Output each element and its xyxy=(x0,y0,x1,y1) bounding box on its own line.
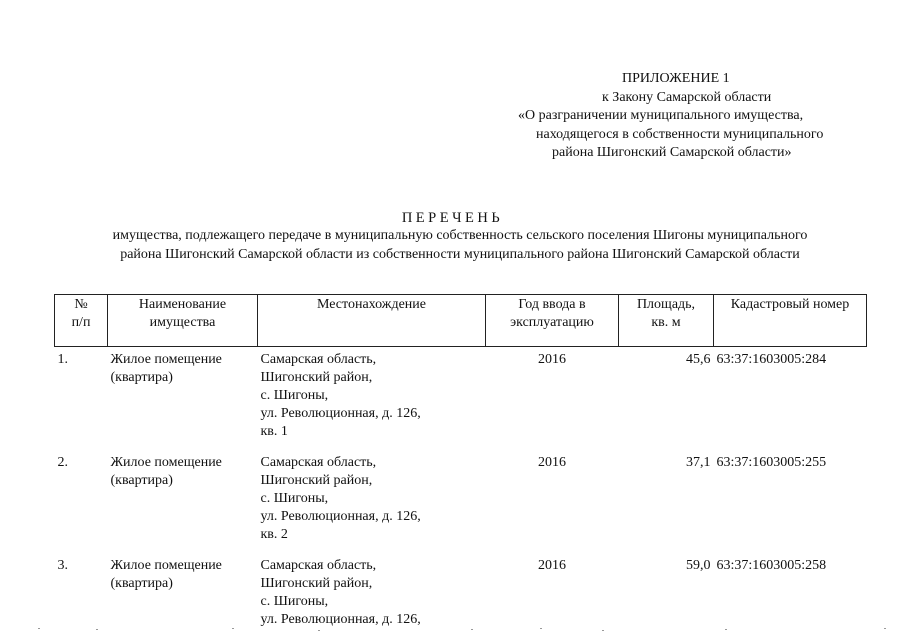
row-cadastral: 63:37:1603005:258 xyxy=(716,558,827,573)
row-location-line: Шигонский район, xyxy=(260,473,373,488)
row-location xyxy=(258,351,486,454)
row-name-line: (квартира) xyxy=(110,576,173,591)
row-cadastral: 63:37:1603005:284 xyxy=(716,352,827,367)
row-location-line: с. Шигоны, xyxy=(260,491,329,506)
property-table xyxy=(54,294,867,642)
row-location-line: ул. Революционная, д. 126, xyxy=(260,406,421,421)
header-text: Год ввода в xyxy=(518,297,586,312)
table-header-row xyxy=(55,295,867,347)
list-subtitle-line: имущества, подлежащего передаче в муниципальную собственность сельского поселения Шигоны муниципального xyxy=(112,228,808,243)
row-location-line: Самарская область, xyxy=(260,558,377,573)
header-text: Местонахождение xyxy=(316,297,426,312)
appendix-header xyxy=(480,70,890,163)
row-number: 1. xyxy=(57,352,68,367)
list-title: ПЕРЕЧЕНЬ xyxy=(401,210,504,226)
header-text: п/п xyxy=(71,315,91,330)
header-text: имущества xyxy=(149,315,216,330)
row-name xyxy=(108,454,258,557)
row-location-line: ул. Революционная, д. 126, xyxy=(260,612,421,627)
row-name xyxy=(108,351,258,454)
row-name-line: Жилое помещение xyxy=(110,352,222,367)
header-area xyxy=(619,295,714,347)
header-text: кв. м xyxy=(651,315,681,330)
row-area: 45,6 xyxy=(686,352,711,367)
row-location-line: Самарская область, xyxy=(260,455,377,470)
header-text: № xyxy=(74,297,88,312)
row-location xyxy=(258,454,486,557)
row-location-line: с. Шигоны, xyxy=(260,594,329,609)
row-name-line: Жилое помещение xyxy=(110,455,222,470)
row-location-line: кв. 2 xyxy=(260,527,288,542)
list-subtitle-line: района Шигонский Самарской области из собственности муниципального района Шигонский Самарской области xyxy=(120,247,800,262)
row-area: 37,1 xyxy=(686,455,711,470)
header-text: Наименование xyxy=(138,297,227,312)
row-year: 2016 xyxy=(538,352,566,367)
header-location xyxy=(258,295,486,347)
appendix-line: района Шигонский Самарской области» xyxy=(552,145,792,160)
list-subtitle xyxy=(40,226,880,264)
row-area: 59,0 xyxy=(686,558,711,573)
row-number: 2. xyxy=(57,455,68,470)
row-name-line: (квартира) xyxy=(110,473,173,488)
header-name xyxy=(108,295,258,347)
header-text: эксплуатацию xyxy=(510,315,594,330)
appendix-title: ПРИЛОЖЕНИЕ 1 xyxy=(622,71,730,86)
appendix-line: к Закону Самарской области xyxy=(602,89,772,105)
row-location-line: кв. 1 xyxy=(260,424,288,439)
row-year: 2016 xyxy=(538,455,566,470)
row-cadastral: 63:37:1603005:255 xyxy=(716,455,827,470)
table-row xyxy=(55,454,867,557)
header-cadastral xyxy=(714,295,867,347)
row-name-line: (квартира) xyxy=(110,370,173,385)
header-year xyxy=(486,295,619,347)
row-location-line: Шигонский район, xyxy=(260,576,373,591)
row-name-line: Жилое помещение xyxy=(110,558,222,573)
header-text: Площадь, xyxy=(636,297,696,312)
row-number: 3. xyxy=(57,558,68,573)
scan-artifact-dots xyxy=(0,627,905,633)
appendix-line: находящегося в собственности муниципального xyxy=(536,126,824,142)
row-location-line: Шигонский район, xyxy=(260,370,373,385)
row-location-line: Самарская область, xyxy=(260,352,377,367)
appendix-line: «О разграничении муниципального имущества, xyxy=(518,108,804,123)
header-text: Кадастровый номер xyxy=(730,297,850,312)
header-number xyxy=(55,295,108,347)
table-row xyxy=(55,351,867,454)
row-location-line: ул. Революционная, д. 126, xyxy=(260,509,421,524)
row-location-line: с. Шигоны, xyxy=(260,388,329,403)
row-year: 2016 xyxy=(538,558,566,573)
